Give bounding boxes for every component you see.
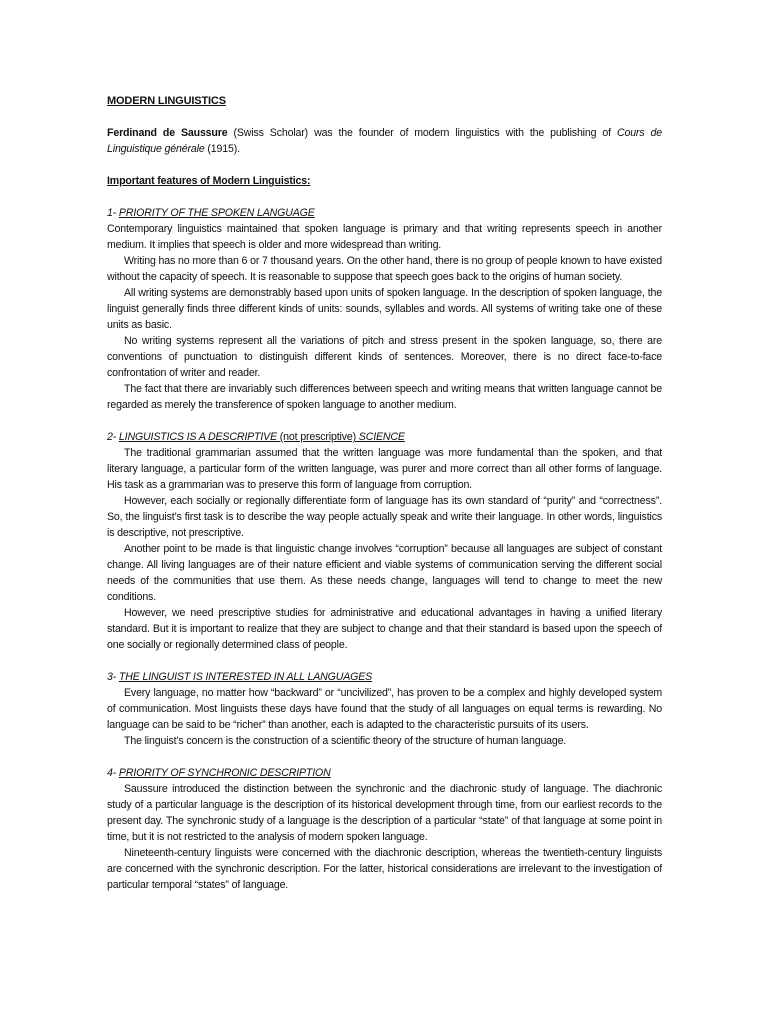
- section-paragraph: The fact that there are invariably such differences between speech and writing means that written language cannot be regarded as merely the transference of spoken language to another medium.: [107, 383, 662, 411]
- section-all-languages: [107, 669, 662, 749]
- section-title: PRIORITY OF THE SPOKEN LANGUAGE: [118, 207, 315, 219]
- intro-book-title: Cours de Linguistique générale: [107, 127, 662, 155]
- section-number: 3-: [107, 671, 119, 683]
- intro-text-before-title: (Swiss Scholar) was the founder of modern linguistics with the publishing of: [227, 127, 617, 139]
- section-heading: [107, 669, 662, 685]
- section-paragraph: Another point to be made is that linguistic change involves “corruption” because all languages are subject of constant change. All living languages are of their nature efficient and viable systems of communication serving the different social needs of the communities that use them. As these needs change, languages will tend to change to meet the new conditions.: [107, 543, 662, 603]
- section-title-end: SCIENCE: [356, 431, 405, 443]
- section-paragraph: No writing systems represent all the variations of pitch and stress present in the spoken language, so, there are conventions of punctuation to distinguish different kinds of sentences. Moreover, there is no direct face-to-face confrontation of writer and reader.: [107, 335, 662, 379]
- section-paragraph: The linguist’s concern is the construction of a scientific theory of the structure of human language.: [124, 735, 567, 747]
- intro-paragraph: [107, 125, 662, 157]
- intro-text-after-title: (1915).: [204, 143, 240, 155]
- section-title: THE LINGUIST IS INTERESTED IN ALL LANGUAGES: [118, 671, 373, 683]
- section-heading: [107, 765, 662, 781]
- section-paragraph: Contemporary linguistics maintained that spoken language is primary and that writing represents speech in another medium. It implies that speech is older and more widespread than writing.: [107, 223, 662, 251]
- section-paragraph: However, each socially or regionally differentiate form of language has its own standard of “purity” and “correctness”. So, the linguist’s first task is to describe the way people actually speak and write their language. In other words, linguistics is descriptive, not prescriptive.: [107, 495, 662, 539]
- features-heading: Important features of Modern Linguistics:: [107, 175, 311, 187]
- section-paragraph: Saussure introduced the distinction between the synchronic and the diachronic study of language. The diachronic study of a particular language is the description of its historical development through time, from our earliest records to the present day. The synchronic study of a language is the description of a particular “state” of that language at some point in time, but it is not restricted to the analysis of modern spoken language.: [107, 783, 662, 843]
- document-title: MODERN LINGUISTICS: [107, 95, 226, 107]
- section-heading: [107, 429, 662, 445]
- section-number: 4-: [107, 767, 119, 779]
- section-synchronic-description: [107, 765, 662, 893]
- section-descriptive-science: [107, 429, 662, 653]
- section-number: 1-: [107, 207, 119, 219]
- section-title-start: LINGUISTICS IS A DESCRIPTIVE: [118, 431, 280, 443]
- section-title: PRIORITY OF SYNCHRONIC DESCRIPTION: [118, 767, 331, 779]
- section-paragraph: Writing has no more than 6 or 7 thousand years. On the other hand, there is no group of people known to have existed without the capacity of speech. It is reasonable to suppose that speech goes back to the origins of human society.: [107, 255, 662, 283]
- section-number: 2-: [107, 431, 119, 443]
- section-paragraph: Every language, no matter how “backward” or “uncivilized”, has proven to be a complex and highly developed system of communication. Most linguists these days have found that the study of all languages on equal terms is rewarding. No language can be said to be “richer” than another, each is adapted to the characteristic pursuits of its users.: [107, 687, 662, 731]
- section-paragraph: However, we need prescriptive studies for administrative and educational advantages in having a unified literary standard. But it is important to realize that they are subject to change and that their standard is based upon the speech of one socially or regionally determined class of people.: [107, 607, 662, 651]
- section-paragraph: The traditional grammarian assumed that the written language was more fundamental than the spoken, and that literary language, a particular form of the written language, was purer and more correct than all other forms of language. His task as a grammarian was to preserve this form of language from corruption.: [107, 447, 662, 491]
- section-paragraph: Nineteenth-century linguists were concerned with the diachronic description, whereas the twentieth-century linguists are concerned with the synchronic description. For the latter, historical considerations are irrelevant to the investigation of particular temporal “states” of language.: [107, 847, 662, 891]
- section-paragraph: All writing systems are demonstrably based upon units of spoken language. In the description of spoken language, the linguist generally finds three different kinds of units: sounds, syllables and words. All systems of writing take one of these units as basic.: [107, 287, 662, 331]
- section-title-parenthetical: (not prescriptive): [279, 431, 356, 443]
- section-spoken-language: [107, 205, 662, 413]
- intro-author-name: Ferdinand de Saussure: [107, 127, 228, 139]
- section-heading: [107, 205, 662, 221]
